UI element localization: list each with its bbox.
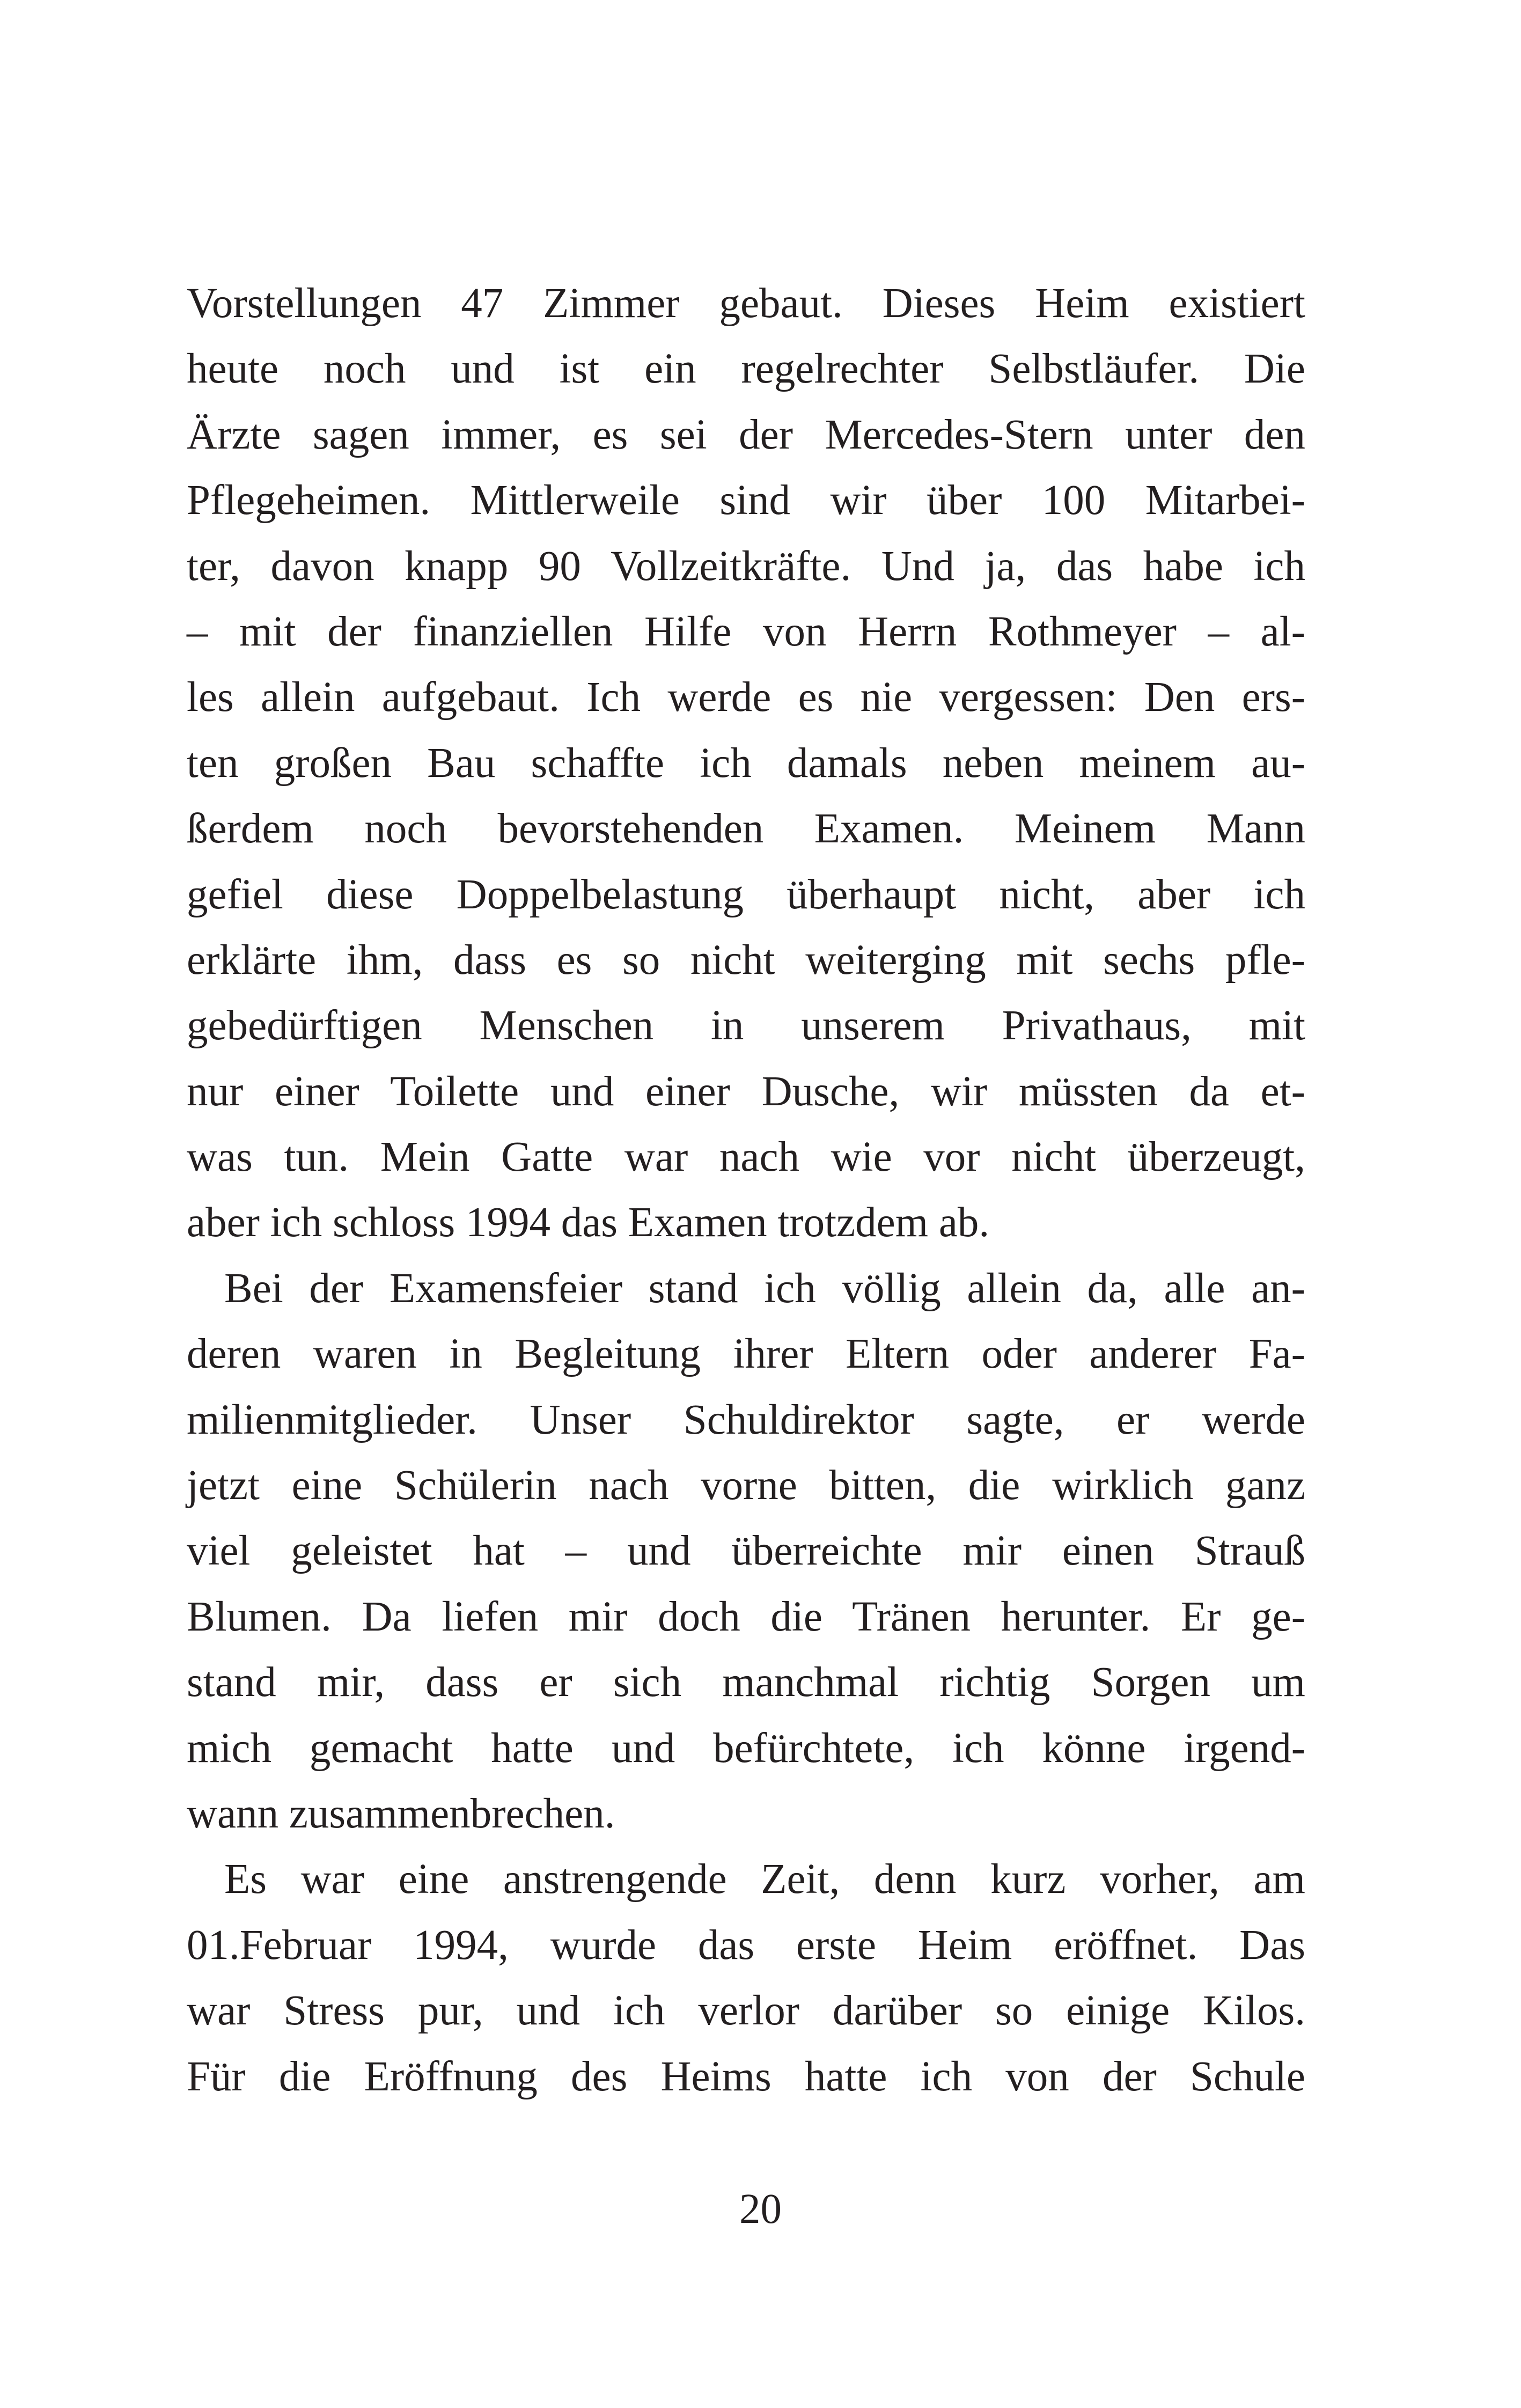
text-line: 01.Februar 1994, wurde das erste Heim eröffnet. Das	[187, 1921, 1305, 1969]
text-line: – mit der finanziellen Hilfe von Herrn Rothmeyer – al-	[187, 608, 1305, 655]
text-line: heute noch und ist ein regelrechter Selbstläufer. Die	[187, 346, 1305, 393]
text-line: jetzt eine Schülerin nach vorne bitten, die wirklich ganz	[187, 1462, 1305, 1509]
text-line: gefiel diese Doppelbelastung überhaupt nicht, aber ich	[187, 871, 1305, 918]
text-line: war Stress pur, und ich verlor darüber so einige Kilos.	[187, 1987, 1305, 2035]
text-line: Für die Eröffnung des Heims hatte ich von der Schule	[187, 2053, 1305, 2100]
text-line: deren waren in Begleitung ihrer Eltern oder anderer Fa-	[187, 1331, 1305, 1378]
text-line: erklärte ihm, dass es so nicht weiterging mit sechs pfle-	[187, 936, 1305, 983]
body-text	[187, 271, 1305, 2110]
text-line: Pflegeheimen. Mittlerweile sind wir über 100 Mitarbei-	[187, 477, 1305, 524]
text-line: ter, davon knapp 90 Vollzeitkräfte. Und ja, das habe ich	[187, 542, 1305, 590]
text-line: was tun. Mein Gatte war nach wie vor nicht überzeugt,	[187, 1134, 1305, 1181]
text-line: nur einer Toilette und einer Dusche, wir müssten da et-	[187, 1068, 1305, 1115]
text-line: Blumen. Da liefen mir doch die Tränen herunter. Er ge-	[187, 1593, 1305, 1640]
text-line: wann zusammenbrechen.	[187, 1790, 615, 1837]
text-line: aber ich schloss 1994 das Examen trotzdem ab.	[187, 1199, 990, 1246]
text-line: milienmitglieder. Unser Schuldirektor sagte, er werde	[187, 1396, 1305, 1443]
text-line: Es war eine anstrengende Zeit, denn kurz vorher, am	[224, 1856, 1305, 1903]
text-line: Vorstellungen 47 Zimmer gebaut. Dieses Heim existiert	[187, 280, 1305, 327]
text-line: ten großen Bau schaffte ich damals neben meinem au-	[187, 739, 1305, 787]
page-number: 20	[739, 2186, 782, 2233]
text-line: stand mir, dass er sich manchmal richtig Sorgen um	[187, 1659, 1305, 1706]
text-line: les allein aufgebaut. Ich werde es nie vergessen: Den ers-	[187, 674, 1305, 721]
text-line: gebedürftigen Menschen in unserem Privathaus, mit	[187, 1002, 1305, 1049]
text-line: viel geleistet hat – und überreichte mir einen Strauß	[187, 1528, 1305, 1575]
text-line: Ärzte sagen immer, es sei der Mercedes-Stern unter den	[187, 411, 1305, 458]
text-line: mich gemacht hatte und befürchtete, ich könne irgend-	[187, 1724, 1305, 1772]
text-line: ßerdem noch bevorstehenden Examen. Meinem Mann	[187, 805, 1305, 853]
text-line: Bei der Examensfeier stand ich völlig allein da, alle an-	[224, 1265, 1305, 1312]
